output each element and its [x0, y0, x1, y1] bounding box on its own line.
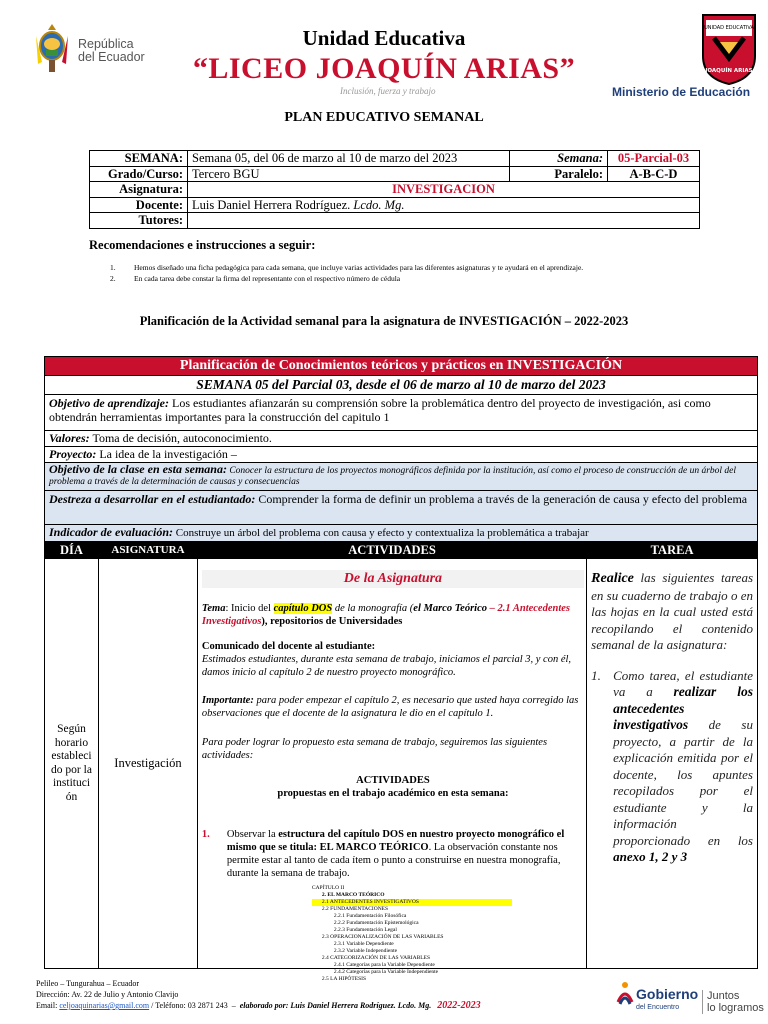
- plan-title: PLAN EDUCATIVO SEMANAL: [284, 110, 484, 125]
- asignatura-label: Asignatura:: [90, 182, 188, 198]
- activity-step-1: 1. Observar la estructura del capítulo DOS en nuestro proyecto monográfico el mismo que se titula: EL MARCO TEÓRICO. La observación constante nos permite estar al tanto de cada ítem o punto a construirse en nuestra monografía, durante la semana de trabajo.: [201, 829, 565, 879]
- asignatura-value: INVESTIGACION: [188, 182, 700, 198]
- school-title: Unidad Educativa: [302, 26, 466, 50]
- column-header-tarea: TAREA: [587, 542, 758, 559]
- column-header-dia: DÍA: [45, 542, 99, 559]
- docente-value: Luis Daniel Herrera Rodríguez. Lcdo. Mg.: [188, 197, 700, 213]
- school-name: “LICEO JOAQUÍN ARIAS”: [192, 52, 576, 85]
- list-item: 2. En cada tarea debe constar la firma del representante con el respectivo número de cédula: [110, 274, 401, 283]
- actividades-heading: ACTIVIDADES propuestas en el trabajo académico en esta semana:: [277, 775, 509, 799]
- objetivo-clase-row: Objetivo de la clase en esta semana: Conocer la estructura de los proyectos monográficos definida por la institución, así como el proceso de construcción de un árbol del problema a través de la determinación de causas y consecuencias: [45, 463, 758, 491]
- info-table: [89, 150, 700, 229]
- semana-label2: Semana:: [510, 151, 608, 167]
- footer: Pelileo – Tungurahua – Ecuador Dirección: Av. 22 de Julio y Antonio Clavijo Email: celjoaquinarias@gmail.com / Teléfono: 03 2871 243 – elaborado por: Luis Daniel Herrera Rodríguez. Lcdo. Mg. 2022-2023: [36, 979, 481, 1011]
- semana-value: Semana 05, del 06 de marzo al 10 de marzo del 2023: [188, 151, 510, 167]
- column-header-asignatura: ASIGNATURA: [98, 542, 197, 559]
- recomendaciones-title: Recomendaciones e instrucciones a seguir:: [89, 238, 316, 252]
- chapter-outline-image: CAPÍTULO II 2. EL MARCO TEÓRICO 2.1 ANTECEDENTES INVESTIGATIVOS 2.2 FUNDAMENTACIONES 2.2.1 Fundamentación Filosófica 2.2.2 Fundamentación Epistemológica 2.2.3 Fundamentación Legal 2.3 OPERACIONALIZACIÓN DE LAS VARIABLES 2.3.1 Variable Dependiente 2.3.2 Variable Independiente 2.4 CATEGORIZACIÓN DE LAS VARIABLES 2.4.1 Categorías para la Variable Dependiente 2.4.2 Categorías para la Variable Independiente 2.5 LA HIPÓTESIS: [312, 885, 512, 983]
- tutores-label: Tutores:: [90, 213, 188, 229]
- school-logo-icon: [700, 12, 758, 86]
- tutores-value: [188, 213, 700, 229]
- task-item-1: 1. Como tarea, el estudiante va a realizar los antecedentes investigativos de su proyecto, a partir de la explicación emitida por el docente, los apuntes recopilados por el estudiante y la información proporcionado en los anexo 1, 2 y 3: [591, 667, 753, 864]
- activities-content: [201, 560, 582, 982]
- grado-value: Tercero BGU: [188, 166, 510, 182]
- valores-row: Valores: Toma de decisión, autoconocimiento.: [45, 431, 758, 447]
- de-la-asignatura-heading: De la Asignatura: [202, 570, 584, 588]
- list-item: 1. Hemos diseñado una ficha pedagógica para cada semana, que incluye varias actividades para las diferentes asignaturas y te ayudará en el aprendizaje.: [110, 263, 584, 272]
- email-link[interactable]: celjoaquinarias@gmail.com: [59, 1001, 150, 1010]
- planning-table: [44, 356, 758, 982]
- task-cell: [587, 559, 758, 969]
- paralelo-value: A-B-C-D: [608, 166, 700, 182]
- planning-week: SEMANA 05 del Parcial 03, desde el 06 de marzo al 10 de marzo del 2023: [45, 376, 758, 395]
- indicador-row: Indicador de evaluación: Construye un árbol del problema con causa y efecto y contextualiza la problemática a trabajar: [45, 525, 758, 542]
- day-cell: Según horario estableci do por la instituci ón: [45, 559, 99, 969]
- task-intro: Realice las siguientes tareas en su cuaderno de trabajo o en las hojas en la cual usted está recopilando el contenido semanal de la asignatura:: [591, 570, 753, 652]
- importante-paragraph: Importante: para poder empezar el capítulo 2, es necesario que usted haya corregido las observaciones que el docente de la asignatura le dio en el capítulo 1.: [201, 695, 579, 719]
- ministerio-label: Ministerio de Educación: [612, 85, 751, 99]
- grado-label: Grado/Curso:: [90, 166, 188, 182]
- activities-cell: [197, 559, 586, 982]
- destreza-row: Destreza a desarrollar en el estudiantado: Comprender la forma de definir un problema a través de la generación de causa y efecto del problema: [45, 491, 758, 525]
- paralelo-label: Paralelo:: [510, 166, 608, 182]
- column-header-actividades: ACTIVIDADES: [197, 542, 586, 559]
- lograr-paragraph: Para poder lograr lo propuesto esta semana de trabajo, seguiremos las siguientes actividades:: [201, 737, 548, 761]
- recomendaciones-list: [110, 262, 710, 284]
- juntos-text: Juntos lo logramos: [702, 990, 764, 1014]
- tema-paragraph: Tema: Inicio del capítulo DOS de la monografía (el Marco Teórico – 2.1 Antecedentes Investigativos), repositorios de Universidades: [201, 603, 570, 627]
- school-logo-side-text: JOAQUÍN ARIAS: [705, 68, 753, 74]
- planning-header: Planificación de Conocimientos teóricos y prácticos en INVESTIGACIÓN: [45, 357, 758, 376]
- comunicado-paragraph: Comunicado del docente al estudiante: Estimados estudiantes, durante esta semana de trabajo, iniciamos el parcial 3, y con él, damos inicio al capítulo 2 de nuestro proyecto monográfico.: [201, 641, 572, 678]
- school-logo-top-text: UNIDAD EDUCATIVA: [704, 25, 754, 31]
- gobierno-text: Gobierno del Encuentro: [636, 986, 699, 1011]
- semana-value2: 05-Parcial-03: [608, 151, 700, 167]
- objetivo-row: Objetivo de aprendizaje: Los estudiantes afianzarán su comprensión sobre la problemática dentro del proyecto de investigación, asi como obtendrán herramientas importantes para la construcción del capitulo 1: [45, 395, 758, 431]
- school-motto: Inclusión, fuerza y trabajo: [340, 86, 436, 96]
- plan-subtitle: Planificación de la Actividad semanal para la asignatura de INVESTIGACIÓN – 2022-2023: [139, 314, 629, 328]
- semana-label: SEMANA:: [90, 151, 188, 167]
- gov-name: República del Ecuador: [78, 37, 145, 64]
- proyecto-row: Proyecto: La idea de la investigación –: [45, 447, 758, 463]
- subject-cell: Investigación: [98, 559, 197, 969]
- gobierno-logo-icon: [616, 980, 634, 1006]
- docente-label: Docente:: [90, 197, 188, 213]
